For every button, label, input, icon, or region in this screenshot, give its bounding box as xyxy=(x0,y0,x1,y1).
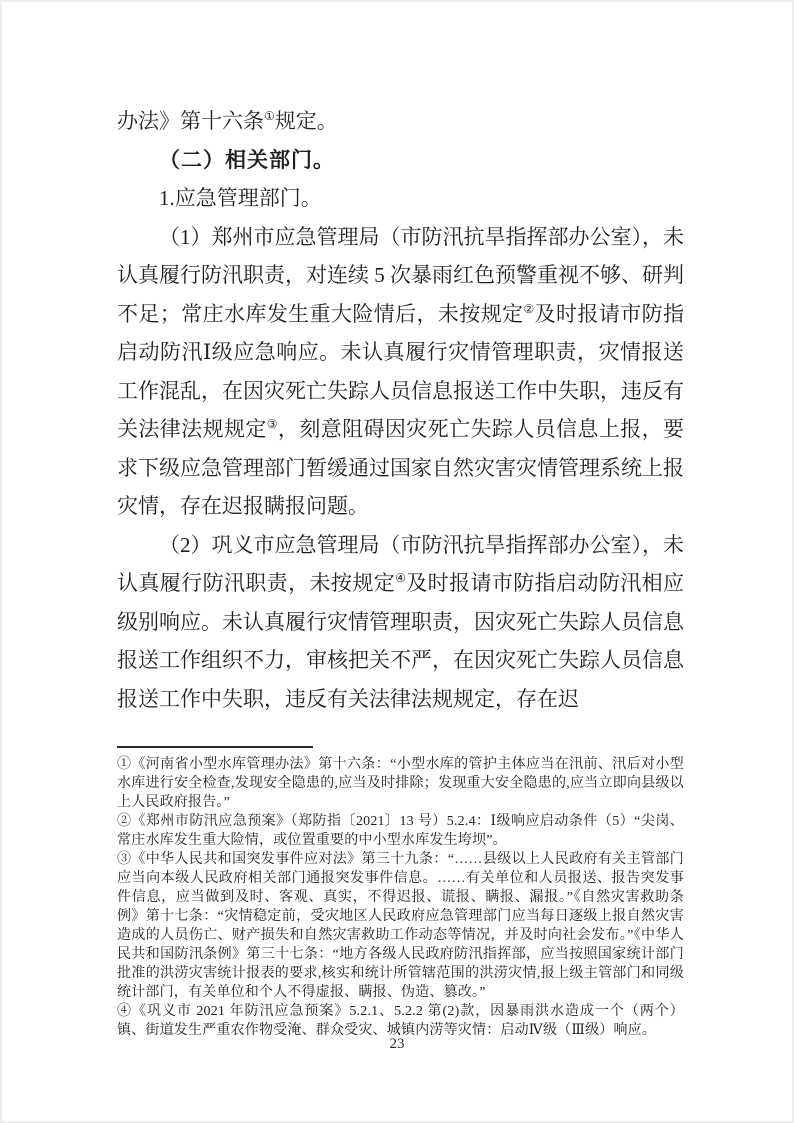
footnote-list xyxy=(117,755,684,1040)
footnote-item: ②《郑州市防汛应急预案》（郑防指〔2021〕13 号）5.2.4：Ⅰ级响应启动条件（5）“尖岗、常庄水库发生重大险情，或位置重要的中小型水库发生垮坝”。 xyxy=(117,814,684,848)
footnote-ref-marker: ① xyxy=(264,109,275,123)
section-heading: （二）相关部门。 xyxy=(159,147,335,172)
paragraph: 1.应急管理部门。 xyxy=(159,186,322,210)
footnote-item: ④《巩义市 2021 年防汛应急预案》5.2.1、5.2.2 第(2)款，因暴雨洪水造成一个（两个）镇、街道发生严重农作物受淹、群众受灾、城镇内涝等灾情：启动Ⅳ级（Ⅲ级）响应。 xyxy=(117,1004,684,1038)
paragraph: （2）巩义市应急管理局（市防汛抗旱指挥部办公室），未认真履行防汛职责，未按规定④及时报请市防指启动防汛相应级别响应。未认真履行灾情管理职责，因灾死亡失踪人员信息报送工作组织不力，审核把关不严，在因灾死亡失踪人员信息报送工作中失职，违反有关法律法规规定，存在迟 xyxy=(117,532,685,711)
footnote-item: ③《中华人民共和国突发事件应对法》第三十九条：“……县级以上人民政府有关主管部门应当向本级人民政府相关部门通报突发事件信息。……有关单位和人员报送、报告突发事件信息，应当做到及时、客观、真实，不得迟报、谎报、瞒报、漏报。”《自然灾害救助条例》第十七条：“灾情稳定前，受灾地区人民政府应急管理部门应当每日逐级上报自然灾害造成的人员伤亡、财产损失和自然灾害救助工作动态等情况，并及时向社会发布。”《中华人民共和国防汛条例》第三十七条：“地方各级人民政府防汛指挥部，应当按照国家统计部门批准的洪涝灾害统计报表的要求,核实和统计所管辖范围的洪涝灾情,报上级主管部门和同级统计部门，有关单位和个人不得虚报、瞒报、伪造、篡改。” xyxy=(117,852,684,1000)
footnote-ref-marker: ③ xyxy=(266,417,278,431)
paragraph: （1）郑州市应急管理局（市防汛抗旱指挥部办公室），未认真履行防汛职责，对连续 5 次暴雨红色预警重视不够、研判不足；常庄水库发生重大险情后，未按规定②及时报请市防指启动防汛Ⅰ级应急响应。未认真履行灾情管理职责，灾情报送工作混乱，在因灾死亡失踪人员信息报送工作中失职，违反有关法律法规规定③，刻意阻碍因灾死亡失踪人员信息上报，要求下级应急管理部门暂缓通过国家自然灾害灾情管理系统上报灾情，存在迟报瞒报问题。 xyxy=(117,224,685,518)
page-number: 23 xyxy=(389,1036,405,1052)
footnote-separator xyxy=(117,746,313,748)
footnotes-section xyxy=(117,746,684,1040)
footnote-ref-marker: ② xyxy=(523,301,535,316)
footnote-item: ①《河南省小型水库管理办法》第十六条：“小型水库的管护主体应当在汛前、汛后对小型水库进行安全检查,发现安全隐患的,应当及时排除；发现重大安全隐患的,应当立即向县级以上人民政府报告。” xyxy=(117,757,684,810)
paragraph: 办法》第十六条①规定。 xyxy=(117,109,338,133)
body-text xyxy=(117,102,684,718)
footnote-ref-marker: ④ xyxy=(395,571,407,585)
